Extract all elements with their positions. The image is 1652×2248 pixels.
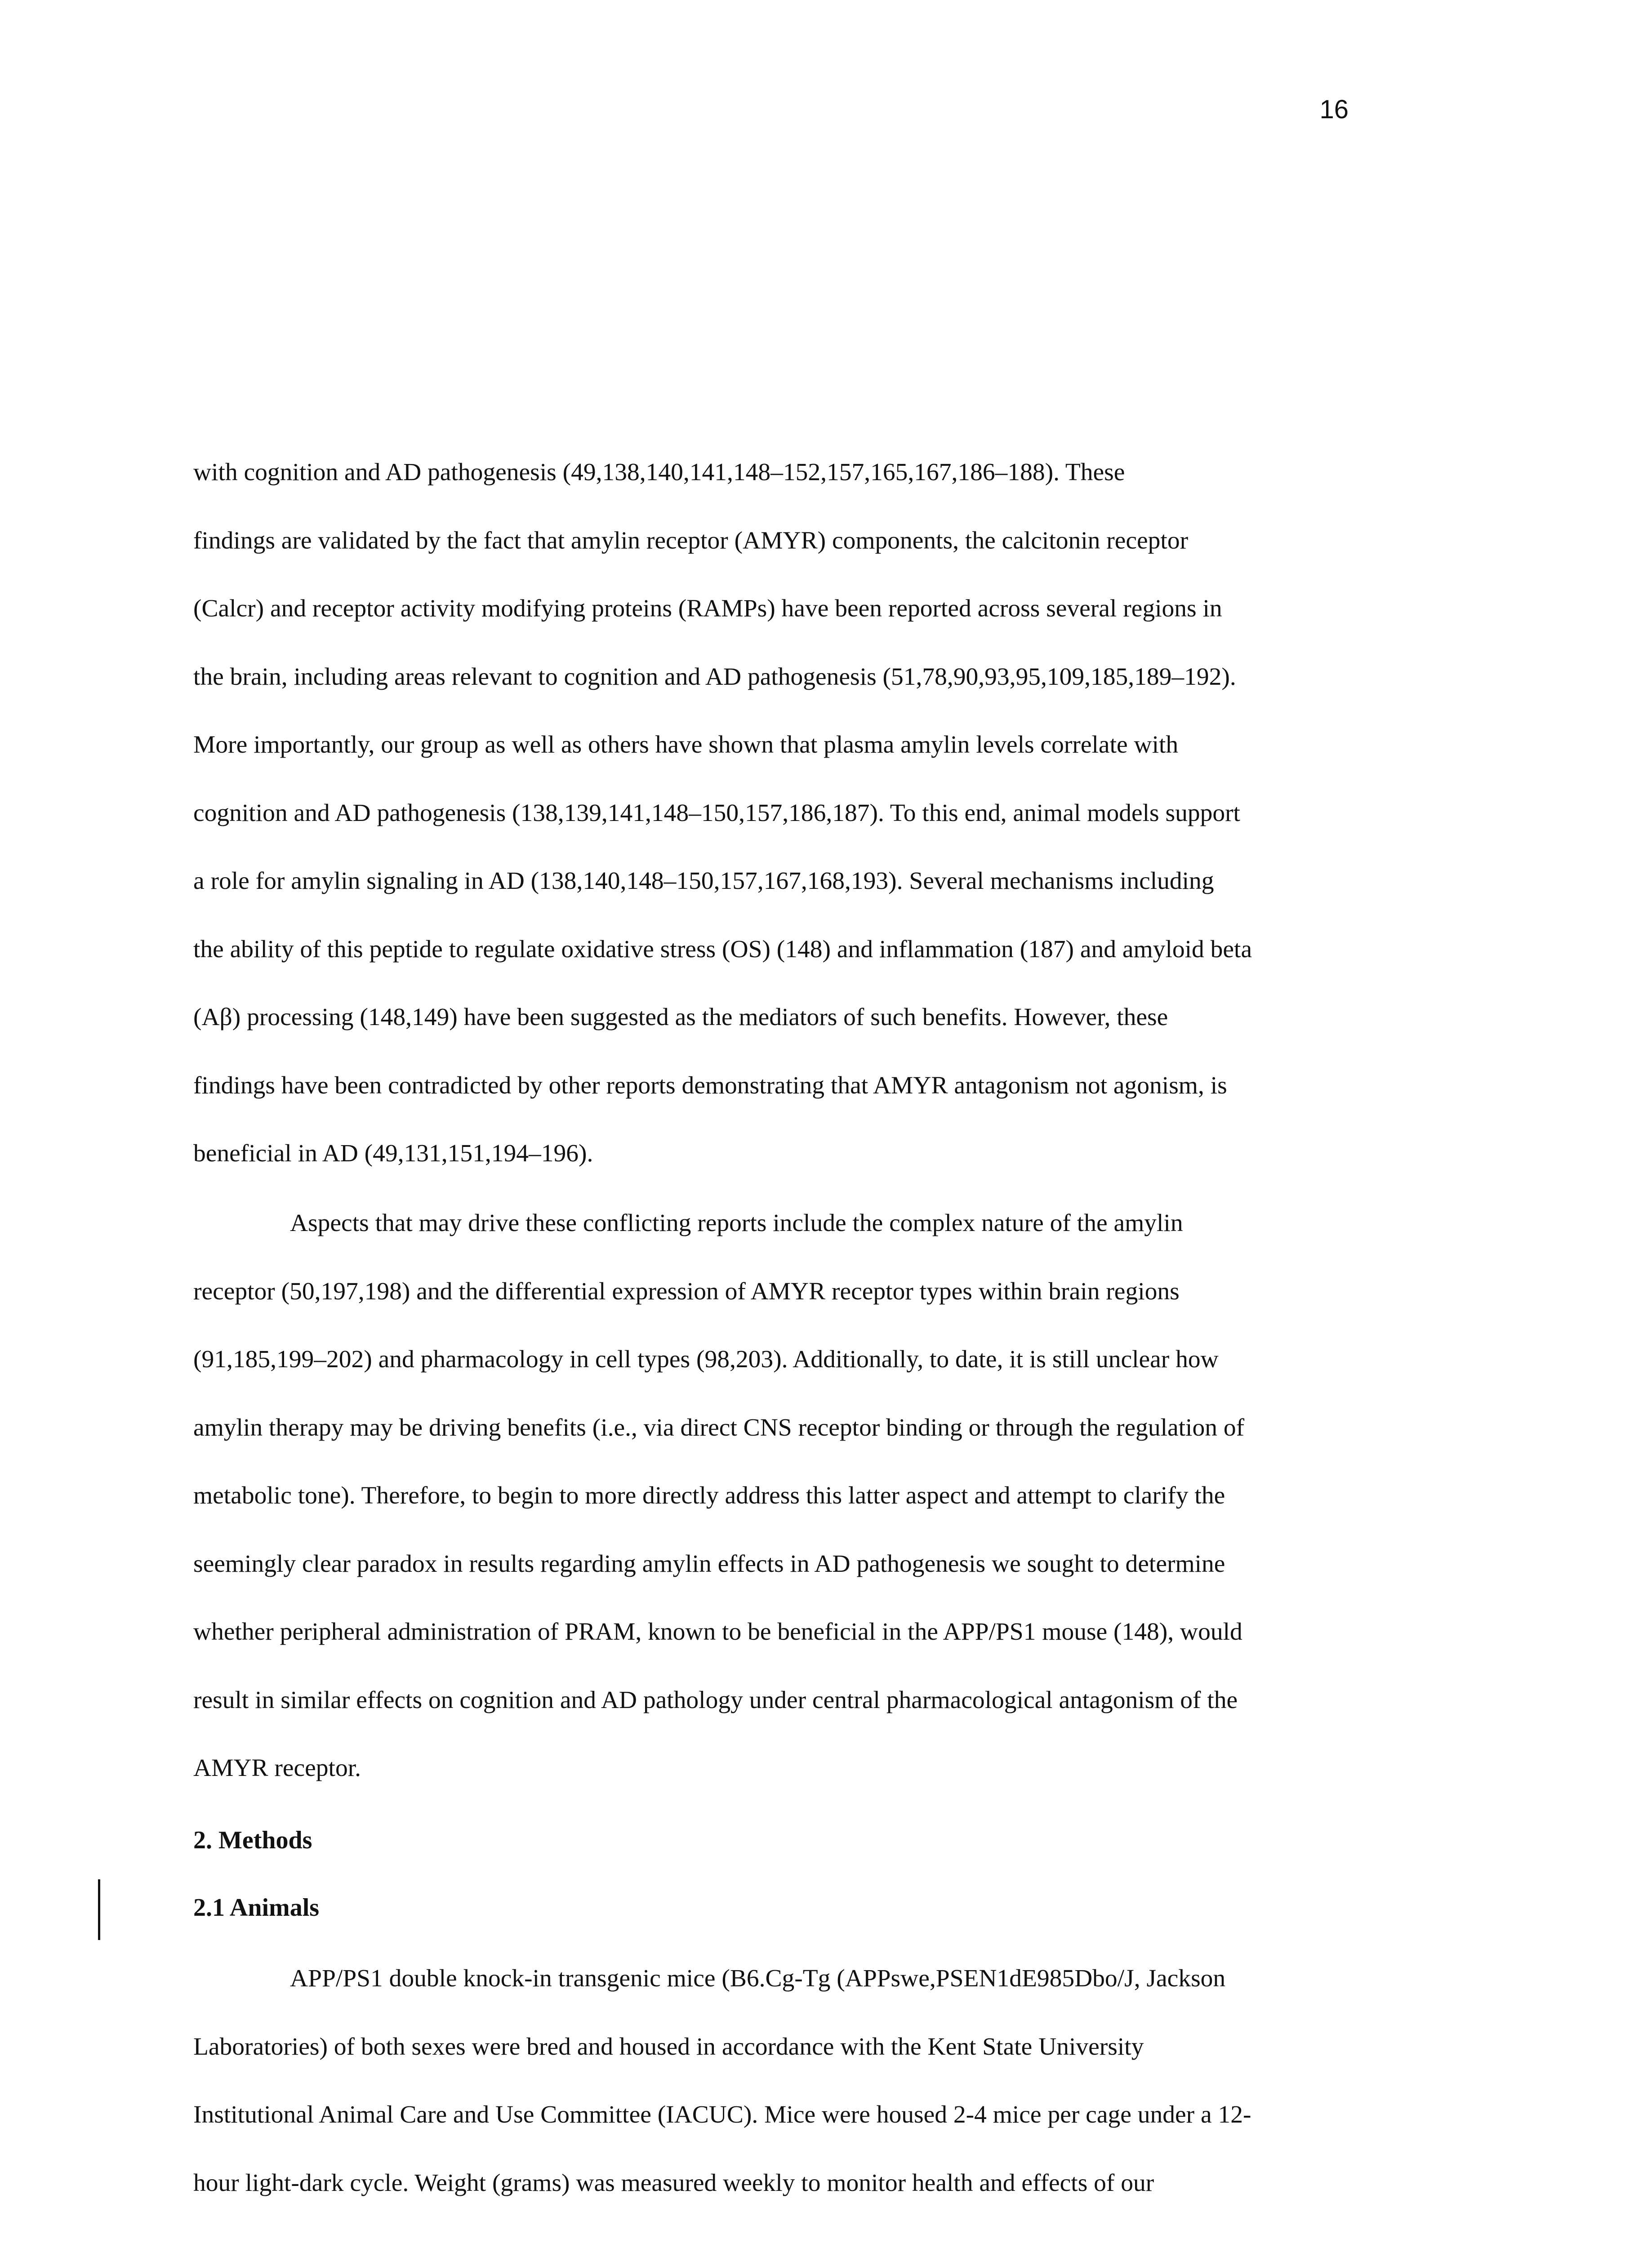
text-line: with cognition and AD pathogenesis (49,138,140,141,148–152,157,165,167,186–188). These [193, 459, 1125, 486]
text-line: hour light-dark cycle. Weight (grams) was measured weekly to monitor health and effects of our [193, 2169, 1154, 2197]
text-line: Institutional Animal Care and Use Committee (IACUC). Mice were housed 2-4 mice per cage under a 12- [193, 2101, 1251, 2128]
text-line: (91,185,199–202) and pharmacology in cell types (98,203). Additionally, to date, it is still unclear how [193, 1346, 1219, 1373]
section-heading-methods: 2. Methods [193, 1826, 312, 1854]
text-line: Aspects that may drive these conflicting reports include the complex nature of the amylin [290, 1209, 1183, 1237]
text-line: receptor (50,197,198) and the differential expression of AMYR receptor types within brain regions [193, 1277, 1180, 1305]
text-line: seemingly clear paradox in results regarding amylin effects in AD pathogenesis we sought to determine [193, 1550, 1225, 1578]
text-line: findings have been contradicted by other reports demonstrating that AMYR antagonism not agonism, is [193, 1071, 1227, 1099]
text-line: APP/PS1 double knock-in transgenic mice (B6.Cg-Tg (APPswe,PSEN1dE985Dbo/J, Jackson [290, 1965, 1226, 1992]
text-line: metabolic tone). Therefore, to begin to more directly address this latter aspect and attempt to clarify the [193, 1482, 1225, 1509]
text-line: result in similar effects on cognition and AD pathology under central pharmacological antagonism of the [193, 1686, 1238, 1714]
paragraph-introduction-continued [193, 438, 1459, 1188]
text-line: findings are validated by the fact that amylin receptor (AMYR) components, the calcitonin receptor [193, 526, 1189, 554]
text-line: Laboratories) of both sexes were bred and housed in accordance with the Kent State University [193, 2033, 1144, 2061]
subsection-heading-animals: 2.1 Animals [193, 1894, 320, 1922]
text-line: (Calcr) and receptor activity modifying proteins (RAMPs) have been reported across several regions in [193, 595, 1222, 622]
revision-bar [98, 1879, 100, 1940]
text-line: (Aβ) processing (148,149) have been suggested as the mediators of such benefits. However, these [193, 1004, 1168, 1031]
text-line: AMYR receptor. [193, 1754, 361, 1782]
text-line: the brain, including areas relevant to cognition and AD pathogenesis (51,78,90,93,95,109,185,189–192). [193, 663, 1236, 691]
text-line: a role for amylin signaling in AD (138,140,148–150,157,167,168,193). Several mechanisms including [193, 867, 1214, 895]
text-line: the ability of this peptide to regulate oxidative stress (OS) (148) and inflammation (187) and amyloid beta [193, 935, 1252, 963]
paragraph-animals [193, 1945, 1459, 2217]
page-number: 16 [1319, 95, 1349, 124]
text-line: cognition and AD pathogenesis (138,139,141,148–150,157,186,187). To this end, animal models support [193, 799, 1240, 827]
text-line: amylin therapy may be driving benefits (i.e., via direct CNS receptor binding or through the regulation of [193, 1414, 1245, 1441]
text-line: whether peripheral administration of PRAM, known to be beneficial in the APP/PS1 mouse (148), would [193, 1618, 1242, 1646]
paragraph-aspects [193, 1189, 1459, 1802]
text-line: beneficial in AD (49,131,151,194–196). [193, 1140, 593, 1167]
text-line: More importantly, our group as well as others have shown that plasma amylin levels correlate with [193, 731, 1179, 758]
